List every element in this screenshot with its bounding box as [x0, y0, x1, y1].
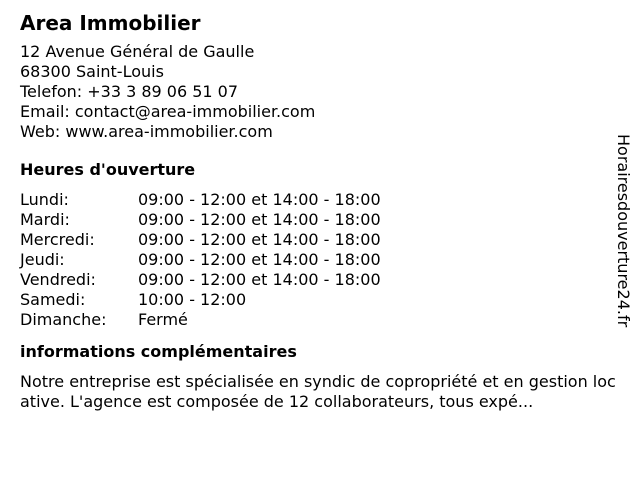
hours-time-value: 09:00 - 12:00 et 14:00 - 18:00	[138, 250, 381, 269]
business-name: Area Immobilier	[20, 11, 201, 35]
contact-block	[20, 42, 620, 142]
hours-day-label: Lundi:	[20, 190, 69, 209]
hours-time-value: Fermé	[138, 310, 188, 329]
hours-row-saturday	[20, 290, 620, 310]
hours-row-sunday	[20, 310, 620, 330]
hours-day-label: Vendredi:	[20, 270, 96, 289]
address-street: 12 Avenue Général de Gaulle	[20, 42, 255, 61]
hours-time-value: 09:00 - 12:00 et 14:00 - 18:00	[138, 270, 381, 289]
hours-time-value: 09:00 - 12:00 et 14:00 - 18:00	[138, 230, 381, 249]
address-city: 68300 Saint-Louis	[20, 62, 164, 81]
hours-day-label: Jeudi:	[20, 250, 65, 269]
hours-day-label: Mercredi:	[20, 230, 95, 249]
hours-row-wednesday	[20, 230, 620, 250]
hours-row-tuesday	[20, 210, 620, 230]
additional-info-heading: informations complémentaires	[20, 342, 297, 361]
hours-time-value: 09:00 - 12:00 et 14:00 - 18:00	[138, 210, 381, 229]
hours-row-thursday	[20, 250, 620, 270]
hours-time-value: 10:00 - 12:00	[138, 290, 247, 309]
hours-day-label: Samedi:	[20, 290, 86, 309]
phone-number: Telefon: +33 3 89 06 51 07	[20, 82, 239, 101]
email-address: Email: contact@area-immobilier.com	[20, 102, 316, 121]
hours-row-friday	[20, 270, 620, 290]
additional-info-text: Notre entreprise est spécialisée en syndic de copropriété et en gestion locative. L'agence est composée de 12 collaborateurs, tous expé...	[20, 372, 616, 411]
source-watermark: Horairesdouverture24.fr	[614, 134, 633, 328]
opening-hours-heading: Heures d'ouverture	[20, 160, 196, 179]
opening-hours-table	[20, 190, 620, 330]
hours-time-value: 09:00 - 12:00 et 14:00 - 18:00	[138, 190, 381, 209]
website-address: Web: www.area-immobilier.com	[20, 122, 273, 141]
hours-day-label: Dimanche:	[20, 310, 107, 329]
business-card	[20, 10, 620, 412]
hours-row-monday	[20, 190, 620, 210]
hours-day-label: Mardi:	[20, 210, 70, 229]
